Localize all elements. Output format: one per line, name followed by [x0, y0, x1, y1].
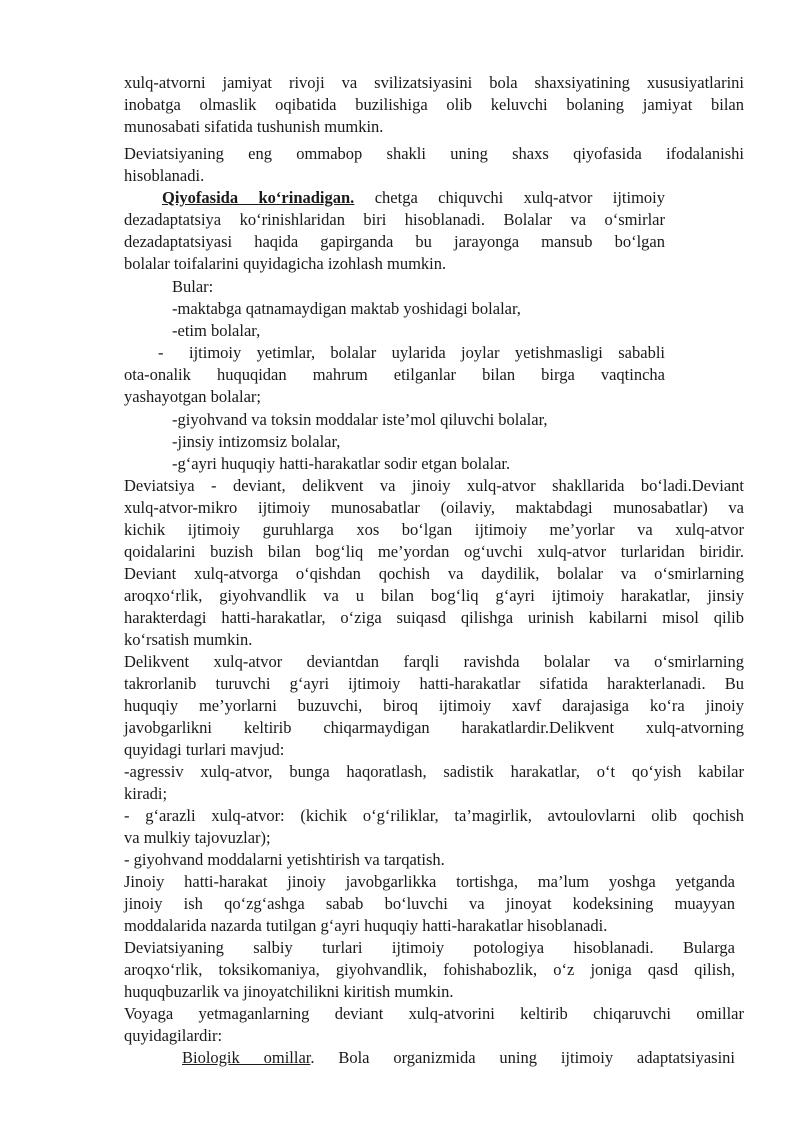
- list-intro: Bular:: [172, 277, 214, 296]
- paragraph-line: javobgarlikni keltirib chiqarmaydigan harakatlardir.Delikvent xulq-atvorning: [124, 718, 744, 737]
- paragraph-line: Jinoiy hatti-harakat jinoiy javobgarlikka tortishga, ma’lum yoshga yetganda: [124, 872, 735, 891]
- paragraph-line: quyidagi turlari mavjud:: [124, 740, 285, 759]
- paragraph-line: - giyohvand moddalarni yetishtirish va tarqatish.: [124, 850, 445, 869]
- list-item-continued: yashayotgan bolalar;: [124, 387, 261, 406]
- paragraph-line: huquqiy me’yorlarni buzuvchi, biroq ijtimoiy xavf darajasiga ko‘ra jinoiy: [124, 696, 744, 715]
- list-item: -giyohvand va toksin moddalar iste’mol qiluvchi bolalar,: [172, 410, 548, 429]
- paragraph-text: . Bola organizmida uning ijtimoiy adaptatsiyasini: [310, 1048, 735, 1067]
- paragraph-line: jinoiy ish qo‘zg‘ashga sabab bo‘luvchi va jinoyat kodeksining muayyan: [124, 894, 735, 913]
- paragraph-line: moddalarida nazarda tutilgan g‘ayri huquqiy hatti-harakatlar hisoblanadi.: [124, 916, 608, 935]
- paragraph-line: Deviatsiyaning eng ommabop shakli uning shaxs qiyofasida ifodalanishi: [124, 144, 744, 163]
- paragraph-line: inobatga olmaslik oqibatida buzilishiga olib keluvchi bolaning jamiyat bilan: [124, 95, 744, 114]
- paragraph-line: harakterdagi hatti-harakatlar, o‘ziga suiqasd qilishga urinish kabilarni misol qilib: [124, 608, 744, 627]
- paragraph-line: Voyaga yetmaganlarning deviant xulq-atvorini keltirib chiqaruvchi omillar: [124, 1004, 744, 1023]
- paragraph-line: xulq-atvorni jamiyat rivoji va svilizatsiyasini bola shaxsiyatining xususiyatlarini: [124, 73, 744, 92]
- list-item: ijtimoiy yetimlar, bolalar uylarida joylar yetishmasligi sababli: [189, 343, 665, 362]
- paragraph-line: qoidalarini buzish bilan bog‘liq me’yordan og‘uvchi xulq-atvor turlaridan biridir.: [124, 542, 744, 561]
- paragraph-line: - g‘arazli xulq-atvor: (kichik o‘g‘riliklar, ta’magirlik, avtoulovlarni olib qochish: [124, 806, 744, 825]
- list-dash: -: [158, 343, 164, 362]
- list-item: -maktabga qatnamaydigan maktab yoshidagi bolalar,: [172, 299, 521, 318]
- paragraph-line: [162, 187, 665, 209]
- paragraph-line: dezadaptatsiya ko‘rinishlaridan biri hisoblanadi. Bolalar va o‘smirlar: [124, 210, 665, 229]
- section-term: Biologik omillar: [182, 1048, 311, 1067]
- paragraph-line: quyidagilardir:: [124, 1026, 223, 1045]
- paragraph-line: munosabati sifatida tushunish mumkin.: [124, 117, 384, 136]
- paragraph-line: kichik ijtimoiy guruhlarga xos bo‘lgan ijtimoiy me’yorlar va xulq-atvor: [124, 520, 744, 539]
- paragraph-line: Deviant xulq-atvorga o‘qishdan qochish va daydilik, bolalar va o‘smirlarning: [124, 564, 744, 583]
- list-item: -etim bolalar,: [172, 321, 261, 340]
- paragraph-line: takrorlanib turuvchi g‘ayri ijtimoiy hatti-harakatlar sifatida harakterlanadi. Bu: [124, 674, 744, 693]
- list-item: -jinsiy intizomsiz bolalar,: [172, 432, 341, 451]
- paragraph-line: aroqxo‘rlik, giyohvandlik va u bilan bog‘liq g‘ayri ijtimoiy harakatlar, jinsiy: [124, 586, 744, 605]
- paragraph-line: ko‘rsatish mumkin.: [124, 630, 253, 649]
- paragraph-line: hisoblanadi.: [124, 166, 205, 185]
- paragraph-line: bolalar toifalarini quyidagicha izohlash mumkin.: [124, 254, 447, 273]
- paragraph-text: chetga chiquvchi xulq-atvor ijtimoiy: [374, 188, 666, 207]
- paragraph-line: Deviatsiya - deviant, delikvent va jinoiy xulq-atvor shakllarida bo‘ladi.Deviant: [124, 476, 744, 495]
- section-term: Qiyofasida ko‘rinadigan.: [162, 188, 355, 207]
- paragraph-line: Delikvent xulq-atvor deviantdan farqli ravishda bolalar va o‘smirlarning: [124, 652, 744, 671]
- paragraph-line: xulq-atvor-mikro ijtimoiy munosabatlar (oilaviy, maktabdagi munosabatlar) va: [124, 498, 744, 517]
- paragraph-line: kiradi;: [124, 784, 168, 803]
- paragraph-line: -agressiv xulq-atvor, bunga haqoratlash, sadistik harakatlar, o‘t qo‘yish kabilar: [124, 762, 744, 781]
- list-item-continued: ota-onalik huquqidan mahrum etilganlar bilan birga vaqtincha: [124, 365, 665, 384]
- paragraph-line: dezadaptatsiyasi haqida gapirganda bu jarayonga mansub bo‘lgan: [124, 232, 665, 251]
- paragraph-line: va mulkiy tajovuzlar);: [124, 828, 271, 847]
- list-item: -g‘ayri huquqiy hatti-harakatlar sodir etgan bolalar.: [172, 454, 511, 473]
- paragraph-line: huquqbuzarlik va jinoyatchilikni kiritish mumkin.: [124, 982, 454, 1001]
- paragraph-line: aroqxo‘rlik, toksikomaniya, giyohvandlik, fohishabozlik, o‘z joniga qasd qilish,: [124, 960, 735, 979]
- paragraph-line: Deviatsiyaning salbiy turlari ijtimoiy potologiya hisoblanadi. Bularga: [124, 938, 735, 957]
- paragraph-line: [182, 1047, 735, 1069]
